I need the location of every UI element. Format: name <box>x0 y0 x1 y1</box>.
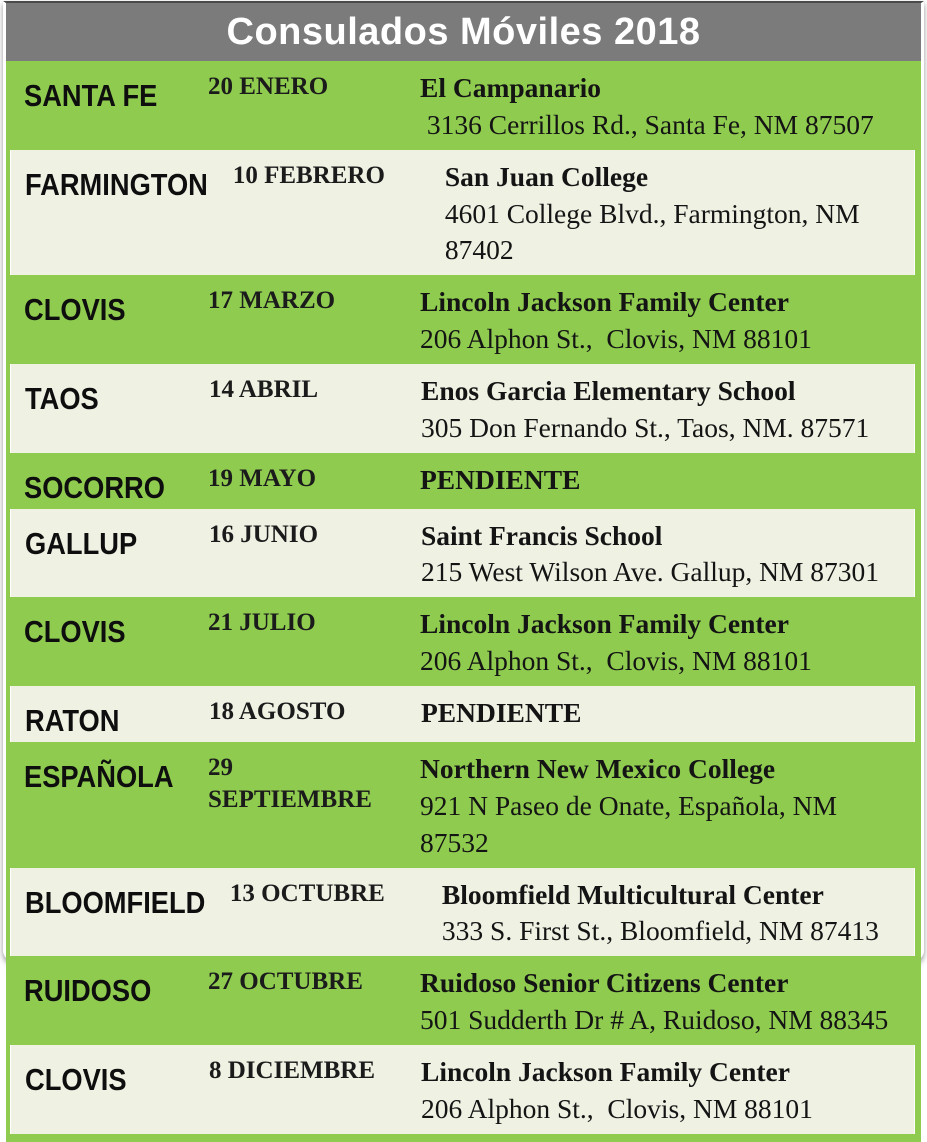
venue-cell <box>420 275 915 364</box>
venue-cell <box>420 61 915 150</box>
venue-address: 921 N Paseo de Onate, Española, NM 87532 <box>420 789 844 858</box>
city-cell <box>10 453 208 509</box>
city-name: TAOS <box>25 380 99 416</box>
flyer-container <box>3 1 924 1124</box>
city-name: RUIDOSO <box>24 973 152 1009</box>
venue-name: Lincoln Jackson Family Center <box>420 286 789 318</box>
city-cell <box>10 61 208 150</box>
city-name: RATON <box>25 702 120 738</box>
venue-name: Enos Garcia Elementary School <box>421 374 796 406</box>
date-cell: 14 ABRIL <box>209 375 319 403</box>
venue-cell <box>445 150 914 276</box>
city-cell <box>11 364 209 453</box>
city-cell <box>11 868 230 957</box>
city-name: CLOVIS <box>24 614 126 650</box>
date-cell: 20 ENERO <box>208 73 329 100</box>
city-cell <box>11 1045 209 1134</box>
city-cell <box>11 150 233 276</box>
date-cell: 10 FEBRERO <box>232 161 385 189</box>
table-row <box>10 956 915 1045</box>
venue-name: Lincoln Jackson Family Center <box>420 608 789 640</box>
venue-cell <box>421 509 914 598</box>
city-name: GALLUP <box>25 525 138 561</box>
venue-name: El Campanario <box>420 72 602 103</box>
venue-address: 305 Don Fernando St., Taos, NM. 87571 <box>421 411 870 443</box>
date-cell: 27 OCTUBRE <box>208 968 363 996</box>
schedule-table <box>6 61 921 1142</box>
table-row <box>10 453 915 509</box>
venue-cell <box>421 364 914 453</box>
date-cell: 8 DICIEMBRE <box>209 1056 375 1084</box>
table-row <box>10 868 915 957</box>
venue-name: Saint Francis School <box>421 519 663 551</box>
venue-cell <box>442 868 914 957</box>
date-cell: 13 OCTUBRE <box>229 879 385 907</box>
table-row <box>10 686 915 742</box>
city-cell <box>11 686 209 742</box>
venue-address: 3136 Cerrillos Rd., Santa Fe, NM 87507 <box>420 108 874 140</box>
table-row <box>10 509 915 598</box>
city-name: FARMINGTON <box>25 166 208 202</box>
venue-cell <box>421 686 914 742</box>
venue-name: Northern New Mexico College <box>420 752 776 784</box>
venue-address: 206 Alphon St., Clovis, NM 88101 <box>421 1092 813 1124</box>
venue-address: 215 West Wilson Ave. Gallup, NM 87301 <box>421 556 880 588</box>
date-cell: 19 MAYO <box>208 464 317 492</box>
page-title: Consulados Móviles 2018 <box>226 10 701 53</box>
table-row <box>10 150 915 276</box>
date-cell: 16 JUNIO <box>209 520 319 548</box>
date-cell: 29 SEPTIEMBRE <box>208 753 372 813</box>
table-row <box>10 597 915 686</box>
venue-name: Ruidoso Senior Citizens Center <box>420 967 789 999</box>
venue-name: PENDIENTE <box>421 696 582 728</box>
header-bar <box>6 3 921 61</box>
city-name: SANTA FE <box>24 78 158 113</box>
city-name: ESPAÑOLA <box>24 758 174 794</box>
city-cell <box>10 956 208 1045</box>
table-row <box>10 275 915 364</box>
venue-address: 4601 College Blvd., Farmington, NM 87402 <box>444 197 867 266</box>
city-name: CLOVIS <box>24 292 126 328</box>
date-cell: 18 AGOSTO <box>209 697 346 725</box>
city-cell <box>10 275 208 364</box>
venue-cell <box>420 956 915 1045</box>
city-name: BLOOMFIELD <box>25 884 206 920</box>
venue-address: 206 Alphon St., Clovis, NM 88101 <box>420 323 812 355</box>
venue-name: Bloomfield Multicultural Center <box>441 878 824 910</box>
venue-cell <box>420 742 915 868</box>
venue-name: Lincoln Jackson Family Center <box>421 1055 790 1087</box>
table-row <box>10 1045 915 1134</box>
city-cell <box>10 742 208 868</box>
venue-address: 501 Sudderth Dr # A, Ruidoso, NM 88345 <box>420 1004 889 1036</box>
date-cell: 17 MARZO <box>208 287 336 315</box>
date-cell: 21 JULIO <box>208 609 316 637</box>
venue-name: PENDIENTE <box>420 463 581 495</box>
city-cell <box>10 597 208 686</box>
table-row <box>10 364 915 453</box>
venue-cell <box>420 453 915 509</box>
venue-address: 333 S. First St., Bloomfield, NM 87413 <box>441 915 879 947</box>
table-row <box>10 61 915 150</box>
city-cell <box>11 509 209 598</box>
venue-cell <box>421 1045 914 1134</box>
table-row <box>10 742 915 868</box>
venue-cell <box>420 597 915 686</box>
venue-address: 206 Alphon St., Clovis, NM 88101 <box>420 645 812 677</box>
city-name: SOCORRO <box>24 469 165 505</box>
city-name: CLOVIS <box>25 1061 127 1097</box>
venue-name: San Juan College <box>444 160 649 192</box>
